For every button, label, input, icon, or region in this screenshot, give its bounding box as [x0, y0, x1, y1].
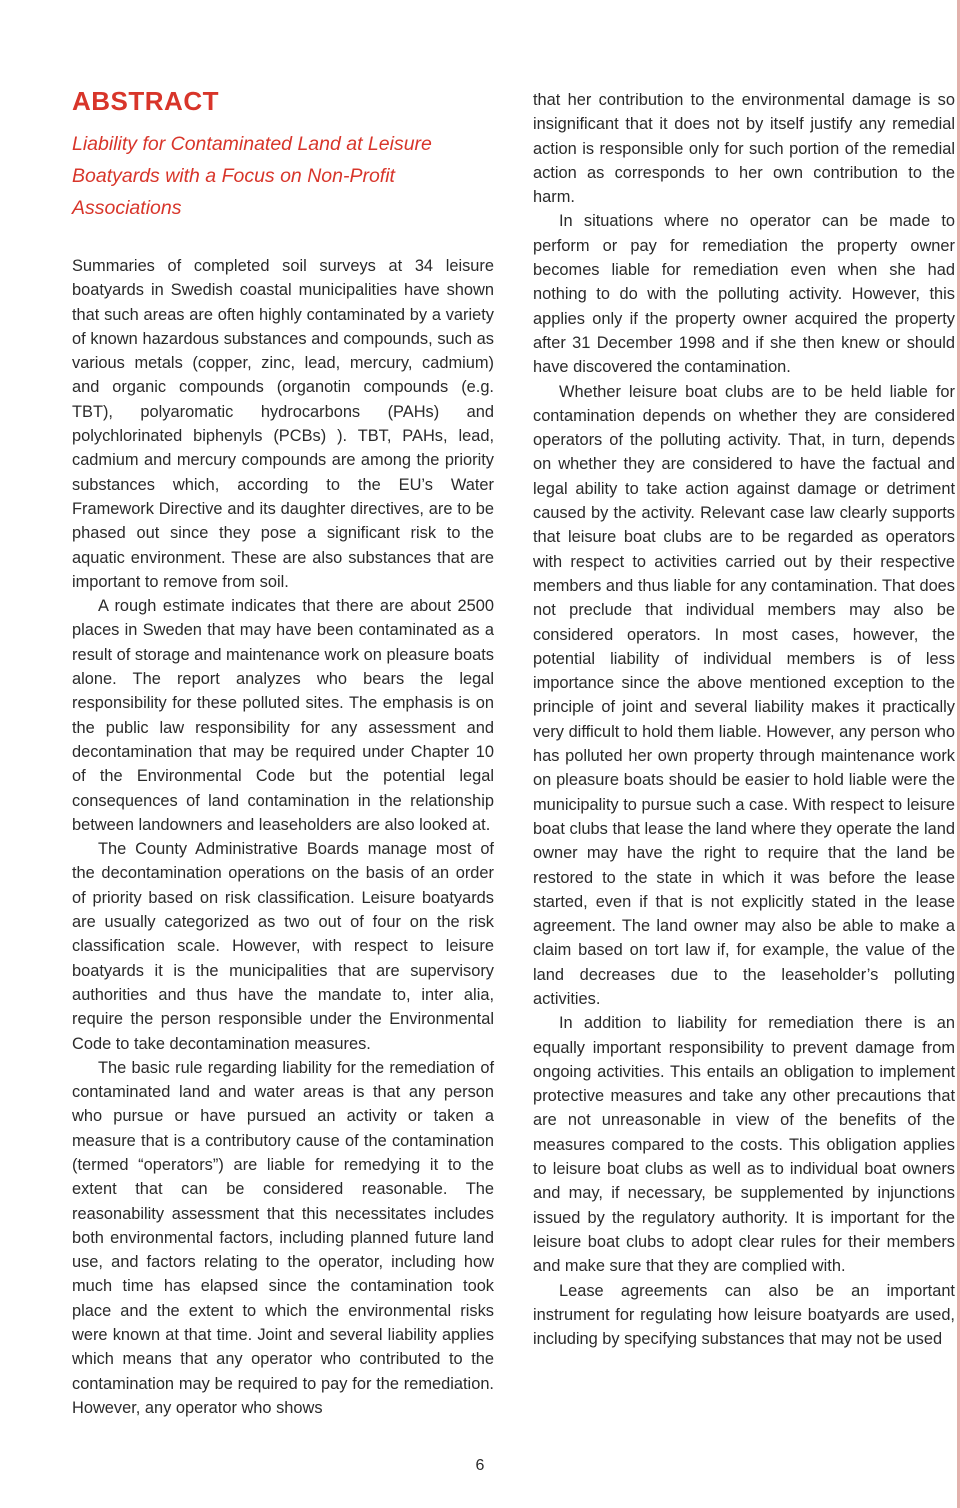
paragraph: In addition to liability for remediation there is an equally important responsibility to prevent damage from ongoing activities. This entails an obligation to implement protective measures and take any other precautions that are not unreasonable in view of the benefits of the measures compared to the costs. This obligation applies to leisure boat clubs as well as to individual boat owners and may, if necessary, be supplemented by injunctions issued by the regulatory authority. It is important for the leisure boat clubs to adopt clear rules for their members and make sure that they are complied with.	[533, 1014, 955, 1276]
left-column	[72, 84, 494, 1420]
page-number: 6	[475, 1457, 485, 1474]
abstract-subtitle: Liability for Contaminated Land at Leisure Boatyards with a Focus on Non-Profit Associations	[72, 133, 432, 219]
paragraph: Whether leisure boat clubs are to be held liable for contamination depends on whether they are considered operators of the polluting activity. That, in turn, depends on whether they are considered to have the factual and legal ability to take action against damage or detriment caused by the activity. Relevant case law clearly supports that leisure boat clubs are to be regarded as operators with respect to activities carried out by their respective members and thus liable for any contamination. That does not preclude that individual members may also be considered operators. In most cases, however, the potential liability of individual members is of less importance since the above mentioned exception to the principle of joint and several liability makes it practically very difficult to hold them liable. However, any person who has polluted her own property through maintenance work on pleasure boats should be easier to hold liable were the municipality to pursue such a case. With respect to leisure boat clubs that lease the land where they operate the land owner may have the right to require that the land be restored to the state in which it was before the lease started, even if that is not explicitly stated in the lease agreement. The land owner may also be able to make a claim based on tort law if, for example, the value of the land decreases due to the leaseholder’s polluting activities.	[533, 382, 955, 1008]
paragraph: The basic rule regarding liability for the remediation of contaminated land and water areas is that any person who pursue or have pursued an activity or taken a measure that is a contributory cause of the contamination (termed “operators”) are liable for remedying it to the extent that can be considered reasonable. The reasonability assessment that this necessitates includes both environmental factors, including planned future land use, and factors relating to the operator, including how much time has elapsed since the contamination took place and the extent to which the environmental risks were known at that time. Joint and several liability applies which means that any operator who contributed to the contamination may be required to pay for the remediation. However, any operator who shows	[72, 1058, 494, 1417]
paragraph: that her contribution to the environmental damage is so insignificant that it does not by itself justify any remedial action is responsible only for such portion of the remedial action as corresponds to her own contribution to the harm.	[533, 91, 955, 207]
paragraph: The County Administrative Boards manage most of the decontamination operations on the basis of an order of priority based on risk classification. Leisure boatyards are usually categorized as two out of four on the risk classification scale. However, with respect to leisure boatyards it is the municipalities that are supervisory authorities and thus have the mandate to, inter alia, require the person responsible under the Environmental Code to take decontamination measures.	[72, 840, 494, 1053]
section-heading: ABSTRACT	[72, 86, 219, 116]
paragraph: A rough estimate indicates that there are about 2500 places in Sweden that may have been contaminated as a result of storage and maintenance work on pleasure boats alone. The report analyzes who bears the legal responsibility for these polluted sites. The emphasis is on the public law responsibility for any assessment and decontamination that may be required under Chapter 10 of the Environmental Code but the potential legal consequences of land contamination in the relationship between landowners and leaseholders are also looked at.	[72, 597, 494, 834]
right-column	[533, 88, 955, 1351]
paragraph: Summaries of completed soil surveys at 34 leisure boatyards in Swedish coastal municipalities have shown that such areas are often highly contaminated by a variety of known hazardous substances and compounds, such as various metals (copper, zinc, lead, mercury, cadmium) and organic compounds (organotin compounds (e.g. TBT), polyaromatic hydrocarbons (PAHs) and polychlorinated biphenyls (PCBs) ). TBT, PAHs, lead, cadmium and mercury compounds are among the priority substances which, according to the EU’s Water Framework Directive and its daughter directives, are to be phased out since they pose a significant risk to the aquatic environment. These are also substances that are important to remove from soil.	[72, 257, 494, 591]
left-column-text	[72, 254, 494, 1420]
paragraph: Lease agreements can also be an important instrument for regulating how leisure boatyards are used, including by specifying substances that may not be used	[533, 1281, 955, 1349]
paragraph: In situations where no operator can be made to perform or pay for remediation the property owner becomes liable for remediation even when she had nothing to do with the polluting activity. However, this applies only if the property owner acquired the property after 31 December 1998 and if she then knew or should have discovered the contamination.	[533, 212, 955, 377]
